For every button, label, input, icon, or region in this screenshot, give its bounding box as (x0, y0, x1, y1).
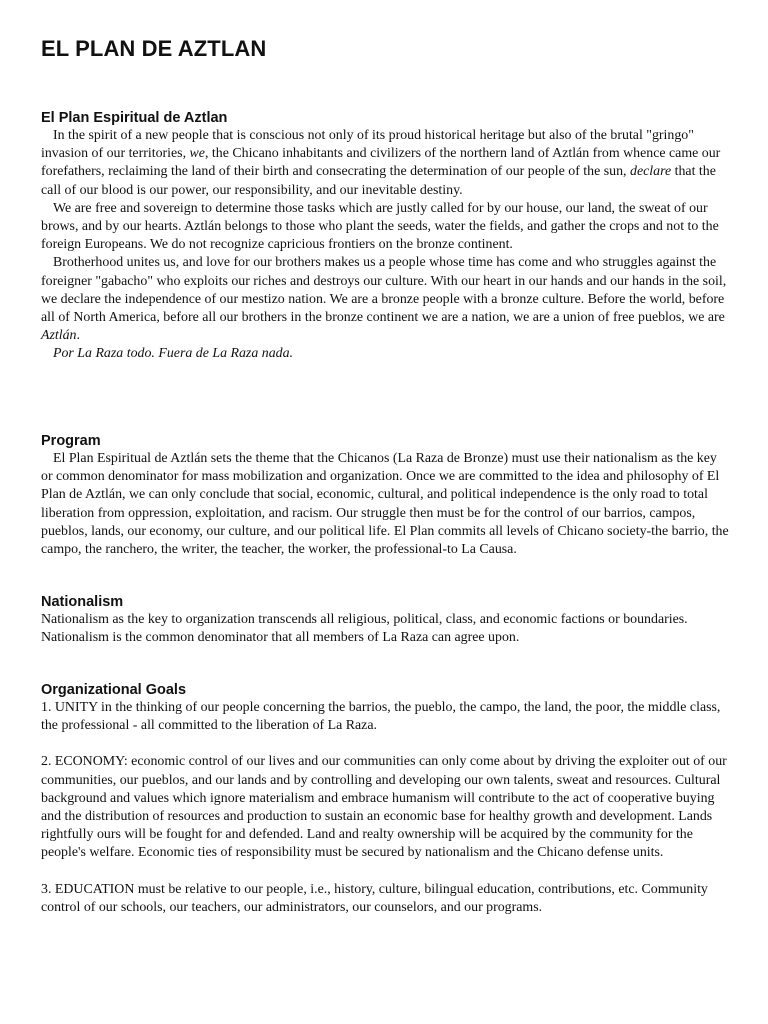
section-heading-espiritual: El Plan Espiritual de Aztlan (41, 110, 228, 126)
emphasis-we: we (189, 146, 205, 162)
goal-economy: 2. ECONOMY: economic control of our lives and our communities can only come about by driving the exploiter out of our communities, our pueblos, and our lands and by controlling and developing our own talents, sweat and resources. Cultural background and values which ignore materialism and embrace humanism will contribute to the act of cooperative buying and the distribution of resources and production to sustain an economic base for healthy growth and development. Lands rightfully ours will be fought for and defended. Land and realty ownership will be acquired by the community for the people's welfare. Economic ties of responsibility must be secured by nationalism and the Chicano defense units. (41, 754, 727, 861)
document-title: EL PLAN DE AZTLAN (41, 36, 267, 61)
section-heading-program: Program (41, 433, 101, 449)
section-program (41, 432, 731, 559)
spacer (41, 735, 731, 753)
paragraph-spirit-part-1: In the spirit of a new people that is conscious not only of its proud historical heritage but also of the brutal "gringo" invasion of our territories, (41, 128, 694, 162)
emphasis-declare: declare (630, 164, 672, 180)
paragraph-spirit (41, 127, 731, 200)
paragraph-brotherhood-text: Brotherhood unites us, and love for our brothers makes us a people whose time has come and who struggles against the foreigner "gabacho" who exploits our riches and destroys our culture. With our heart in our hands and our hands in the soil, we declare the independence of our mestizo nation. We are a bronze people with a bronze culture. Before the world, before all of North America, before all our brothers in the bronze continent we are a nation, we are a union of free pueblos, we are (41, 255, 727, 326)
paragraph-sovereign: We are free and sovereign to determine those tasks which are justly called for by our house, our land, the sweat of our brows, and by our hearts. Aztlán belongs to those who plant the seeds, water the fields, and gather the crops and not to the foreign Europeans. We do not recognize capricious frontiers on the bronze continent. (41, 200, 719, 253)
section-heading-goals: Organizational Goals (41, 682, 187, 698)
emphasis-aztlan: Aztlán (41, 328, 77, 344)
motto (41, 345, 731, 363)
goal-unity: 1. UNITY in the thinking of our people concerning the barrios, the pueblo, the campo, the land, the poor, the middle class, the professional - all committed to the liberation of La Raza. (41, 700, 721, 734)
paragraph-brotherhood-end: . (76, 328, 80, 344)
paragraph-spirit-part-2: , the Chicano inhabitants and civilizers of the northern land of Aztlán from whence came our forefathers, reclaiming the land of their birth and consecrating the determination of our people of the sun, (41, 146, 721, 180)
paragraph-spirit-part-3: that the call of our blood is our power, our responsibility, and our inevitable destiny. (41, 164, 716, 198)
paragraph-nationalism: Nationalism as the key to organization transcends all religious, political, class, and economic factions or boundaries. Nationalism is the common denominator that all members of La Raza can agree upon. (41, 612, 688, 646)
section-plan-espiritual (41, 109, 731, 364)
section-nationalism (41, 593, 731, 647)
spacer (41, 863, 731, 881)
goal-education: 3. EDUCATION must be relative to our people, i.e., history, culture, bilingual education, contributions, etc. Community control of our schools, our teachers, our administrators, our counselors, and our programs. (41, 881, 708, 915)
section-heading-nationalism: Nationalism (41, 594, 124, 610)
section-organizational-goals (41, 681, 731, 917)
paragraph-program: El Plan Espiritual de Aztlán sets the theme that the Chicanos (La Raza de Bronze) must use their nationalism as the key or common denominator for mass mobilization and organization. Once we are committed to the idea and philosophy of El Plan de Aztlán, we can only conclude that social, economic, cultural, and political independence is the only road to total liberation from oppression, exploitation, and racism. Our struggle then must be for the control of our barrios, campos, pueblos, lands, our economy, our culture, and our political life. El Plan commits all levels of Chicano society-the barrio, the campo, the ranchero, the writer, the teacher, the worker, the professional-to La Causa. (41, 451, 729, 558)
motto-text: Por La Raza todo. Fuera de La Raza nada. (53, 346, 293, 362)
paragraph-brotherhood (41, 254, 731, 345)
